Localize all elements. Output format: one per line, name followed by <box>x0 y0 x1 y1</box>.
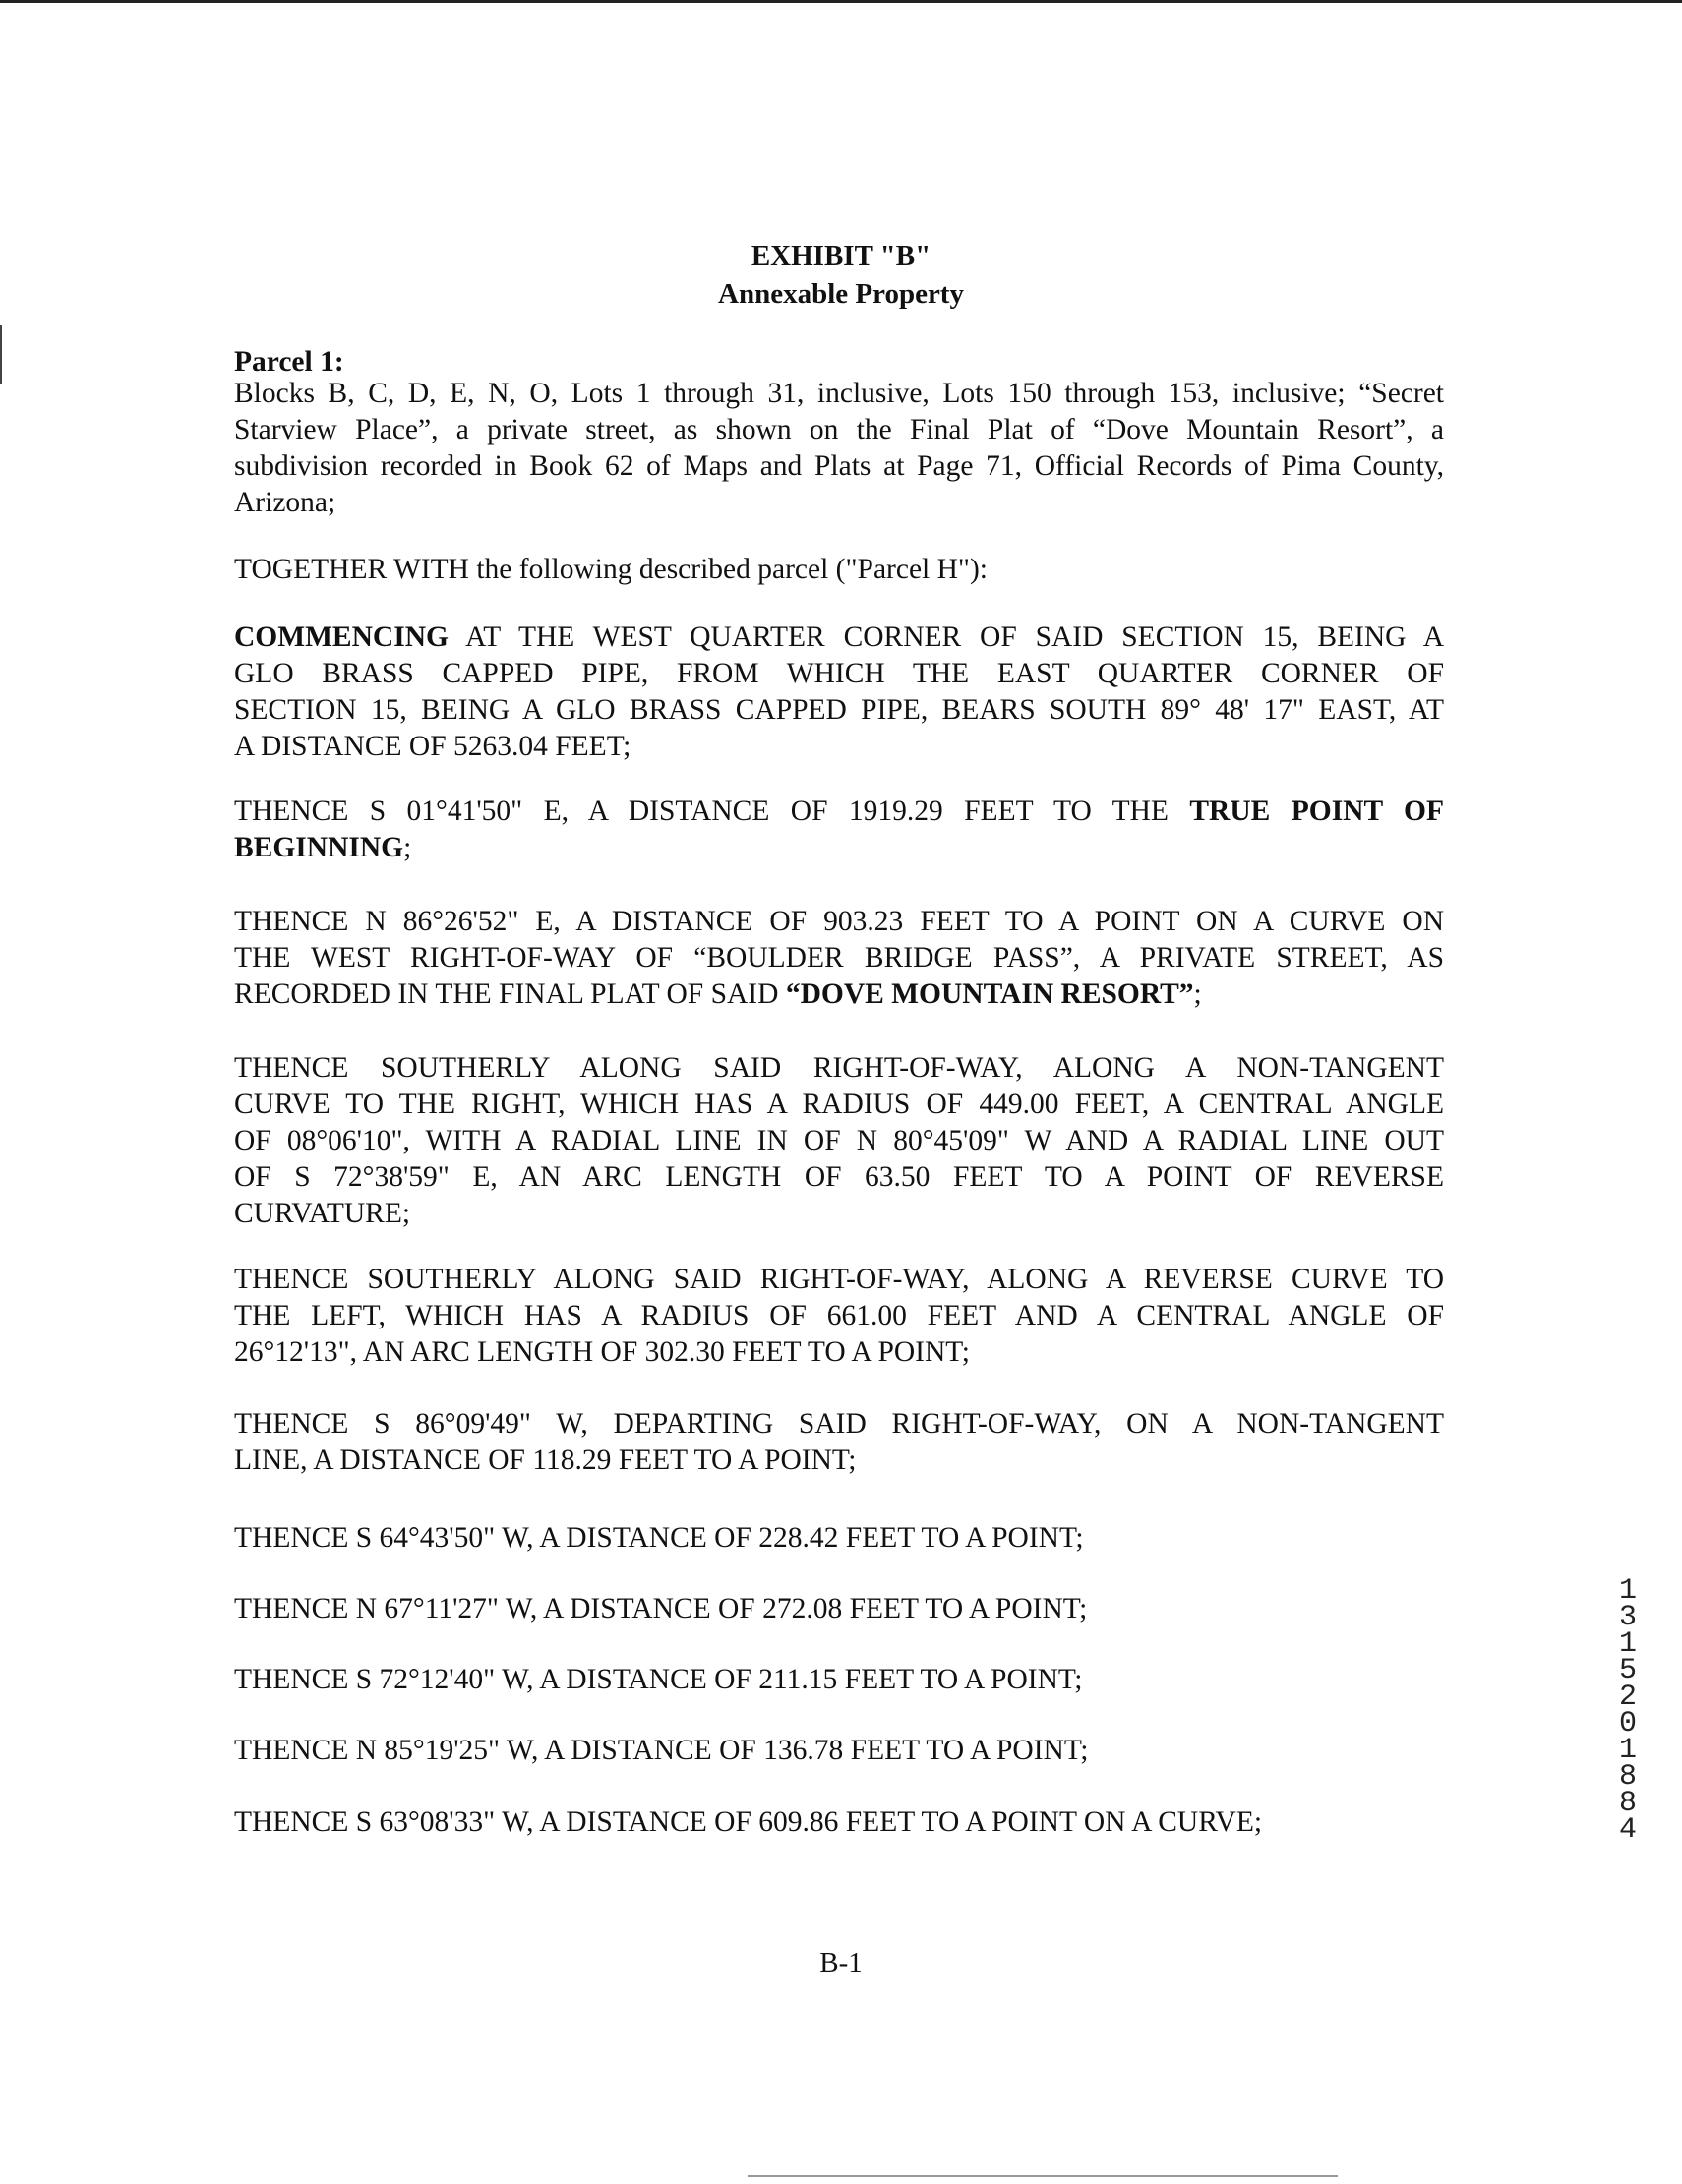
thence-paragraph-5 <box>234 1406 1444 1479</box>
parcel-description-line: Arizona; <box>234 487 336 518</box>
scan-edge-left <box>0 325 2 384</box>
commencing-line: SECTION 15, BEING A GLO BRASS CAPPED PIPE, BEARS SOUTH 89° 48' 17" EAST, AT <box>234 694 1444 726</box>
parcel-label: Parcel 1: <box>234 346 344 378</box>
thence-2-line: THENCE N 86°26'52" E, A DISTANCE OF 903.23 FEET TO A POINT ON A CURVE ON <box>234 906 1444 937</box>
true-point-label: TRUE POINT OF <box>1189 796 1444 827</box>
thence-3-line: CURVATURE; <box>234 1198 411 1229</box>
thence-paragraph-4 <box>234 1262 1444 1371</box>
commencing-text: AT THE WEST QUARTER CORNER OF SAID SECTION 15, BEING A <box>448 621 1444 653</box>
parcel-description-line: Blocks B, C, D, E, N, O, Lots 1 through 31, inclusive, Lots 150 through 153, inclusive; “Secret <box>234 378 1444 409</box>
thence-paragraph-10: THENCE S 63°08'33" W, A DISTANCE OF 609.86 FEET TO A POINT ON A CURVE; <box>234 1806 1263 1838</box>
thence-paragraph-6: THENCE S 64°43'50" W, A DISTANCE OF 228.42 FEET TO A POINT; <box>234 1522 1084 1554</box>
thence-5-line: LINE, A DISTANCE OF 118.29 FEET TO A POINT; <box>234 1445 857 1476</box>
thence-paragraph-1 <box>234 794 1444 866</box>
thence-paragraph-2 <box>234 904 1444 1013</box>
beginning-label: BEGINNING <box>234 832 404 863</box>
thence-1-line <box>234 830 1444 866</box>
page-number: B-1 <box>819 1947 863 1978</box>
scan-edge-top <box>0 0 1682 3</box>
thence-4-line: 26°12'13", AN ARC LENGTH OF 302.30 FEET TO A POINT; <box>234 1336 970 1368</box>
thence-2-line <box>234 976 1444 1013</box>
thence-3-line: OF 08°06'10", WITH A RADIAL LINE IN OF N 80°45'09" W AND A RADIAL LINE OUT <box>234 1125 1444 1156</box>
parcel-description-line: subdivision recorded in Book 62 of Maps and Plats at Page 71, Official Records of Pima County, <box>234 450 1444 482</box>
commencing-line: GLO BRASS CAPPED PIPE, FROM WHICH THE EAST QUARTER CORNER OF <box>234 658 1444 689</box>
commencing-line <box>234 620 1444 656</box>
thence-paragraph-8: THENCE S 72°12'40" W, A DISTANCE OF 211.15 FEET TO A POINT; <box>234 1664 1083 1695</box>
thence-4-line: THENCE SOUTHERLY ALONG SAID RIGHT-OF-WAY, ALONG A REVERSE CURVE TO <box>234 1264 1444 1295</box>
parcel-description <box>234 376 1444 521</box>
thence-3-line: THENCE SOUTHERLY ALONG SAID RIGHT-OF-WAY, ALONG A NON-TANGENT <box>234 1052 1444 1084</box>
thence-2-tail: ; <box>1193 978 1202 1010</box>
parcel-description-line: Starview Place”, a private street, as shown on the Final Plat of “Dove Mountain Resort”, a <box>234 414 1444 445</box>
exhibit-title: EXHIBIT "B" <box>751 240 931 271</box>
thence-2-line: THE WEST RIGHT-OF-WAY OF “BOULDER BRIDGE PASS”, A PRIVATE STREET, AS <box>234 942 1444 974</box>
scan-edge-bottom <box>748 2175 1338 2177</box>
thence-1-text: THENCE S 01°41'50" E, A DISTANCE OF 1919.29 FEET TO THE <box>234 796 1190 827</box>
thence-paragraph-9: THENCE N 85°19'25" W, A DISTANCE OF 136.78 FEET TO A POINT; <box>234 1735 1089 1766</box>
thence-1-line <box>234 794 1444 830</box>
thence-paragraph-7: THENCE N 67°11'27" W, A DISTANCE OF 272.08 FEET TO A POINT; <box>234 1593 1088 1624</box>
thence-1-tail: ; <box>403 832 412 863</box>
together-with-paragraph: TOGETHER WITH the following described parcel ("Parcel H"): <box>234 554 988 585</box>
resort-name: “DOVE MOUNTAIN RESORT” <box>785 978 1194 1010</box>
recording-stamp: 13152 01884 <box>1618 1574 1637 1847</box>
thence-3-line: CURVE TO THE RIGHT, WHICH HAS A RADIUS OF 449.00 FEET, A CENTRAL ANGLE <box>234 1089 1444 1120</box>
commencing-line: A DISTANCE OF 5263.04 FEET; <box>234 731 631 762</box>
thence-2-text: RECORDED IN THE FINAL PLAT OF SAID <box>234 978 786 1010</box>
thence-3-line: OF S 72°38'59" E, AN ARC LENGTH OF 63.50 FEET TO A POINT OF REVERSE <box>234 1161 1444 1193</box>
exhibit-subtitle: Annexable Property <box>718 278 964 310</box>
thence-5-line: THENCE S 86°09'49" W, DEPARTING SAID RIGHT-OF-WAY, ON A NON-TANGENT <box>234 1408 1444 1440</box>
commencing-lead: COMMENCING <box>234 621 449 653</box>
thence-paragraph-3 <box>234 1050 1444 1232</box>
thence-4-line: THE LEFT, WHICH HAS A RADIUS OF 661.00 FEET AND A CENTRAL ANGLE OF <box>234 1300 1444 1331</box>
commencing-paragraph <box>234 620 1444 765</box>
